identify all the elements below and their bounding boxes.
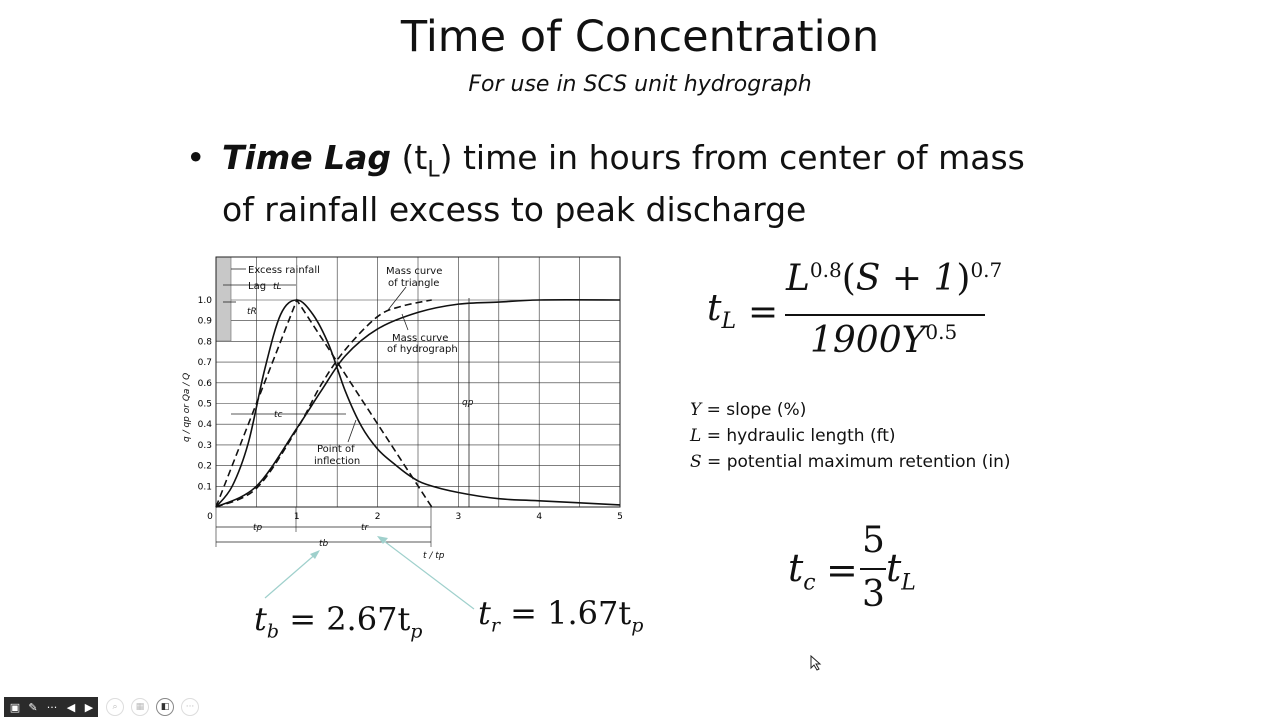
bullet-symbol-sub: L xyxy=(427,157,440,183)
zoom-icon[interactable]: ⌕ xyxy=(106,698,124,716)
tr-pointer-arrow xyxy=(380,538,474,609)
eq-tr: $t_r = 1.67t_p$ xyxy=(478,594,644,637)
definition-length: L = hydraulic length (ft) xyxy=(690,426,896,446)
camera-icon[interactable]: ◧ xyxy=(156,698,174,716)
mass-hyd-label-2: of hydrograph xyxy=(387,344,458,355)
tp-label: tp xyxy=(253,523,263,533)
y-axis-label: q / qp or Qa / Q xyxy=(182,372,192,442)
next-icon[interactable]: ▶ xyxy=(84,700,94,714)
x-axis-label: t / tp xyxy=(423,551,445,561)
hydrograph-chart xyxy=(176,252,646,572)
eq-tc-equals: = xyxy=(826,548,858,592)
eq-lag-lhs: $t_L$ xyxy=(707,288,737,335)
y-tick-label: 0.6 xyxy=(197,378,212,389)
x-tick-label: 5 xyxy=(617,512,623,522)
eq-lag-numerator: $L^{0.8}(S + 1)^{0.7}$ xyxy=(786,258,1003,299)
pen-icon[interactable]: ✎ xyxy=(28,700,38,714)
bullet-line-1: • Time Lag $(t_L)$ time in hours from center of mass xyxy=(186,138,1025,183)
excess-rainfall-bar xyxy=(216,257,231,341)
bullet-text-1: time in hours from center of mass xyxy=(452,138,1025,177)
poi-label-2: inflection xyxy=(314,456,361,467)
grid-icon[interactable]: ▦ xyxy=(131,698,149,716)
poi-pointer xyxy=(348,420,356,442)
x-tick-label: 0 xyxy=(207,512,213,522)
y-tick-label: 0.4 xyxy=(197,420,212,431)
eq-lag-denominator: $1900Y^{0.5}$ xyxy=(810,320,958,361)
chart-grid xyxy=(216,257,620,507)
eq-tc-frac-den: 3 xyxy=(862,574,885,615)
y-tick-label: 0.8 xyxy=(197,337,212,348)
tc-label: tc xyxy=(274,410,283,420)
chart-ticks xyxy=(198,296,623,522)
lag-label: Lag xyxy=(248,281,267,292)
prev-icon[interactable]: ◀ xyxy=(66,700,76,714)
more-icon[interactable]: ··· xyxy=(181,698,199,716)
y-tick-label: 0.1 xyxy=(197,482,212,493)
eq-tc-frac-num: 5 xyxy=(862,520,885,561)
eq-lag-fraction-bar xyxy=(785,314,985,316)
y-tick-label: 1.0 xyxy=(197,296,212,306)
mass-tri-label-1: Mass curve xyxy=(386,266,443,277)
y-tick-label: 0.7 xyxy=(197,358,212,369)
slide-title: Time of Concentration xyxy=(400,12,880,62)
presenter-toolbar xyxy=(4,697,200,717)
mouse-cursor-icon xyxy=(810,655,822,671)
mass-tri-pointer xyxy=(388,287,406,310)
x-tick-label: 4 xyxy=(536,512,543,522)
x-tick-label: 2 xyxy=(374,512,381,522)
tR-label: tR xyxy=(247,307,257,317)
y-tick-label: 0.2 xyxy=(197,461,212,472)
qp-label: qp xyxy=(462,398,474,408)
bullet-dot: • xyxy=(186,138,206,177)
more-icon[interactable]: ··· xyxy=(46,700,58,714)
x-tick-label: 3 xyxy=(455,512,462,522)
x-tick-label: 1 xyxy=(293,512,300,522)
poi-label-1: Point of xyxy=(317,444,355,455)
eq-lag-equals: = xyxy=(748,292,779,333)
slide-icon[interactable]: ▣ xyxy=(9,700,21,714)
eq-tc-fraction-bar xyxy=(860,568,886,570)
bullet-term: Time Lag xyxy=(222,138,391,177)
bullet-text-2: of rainfall excess to peak discharge xyxy=(222,190,807,229)
y-tick-label: 0.9 xyxy=(197,316,212,327)
eq-tb: $t_b = 2.67t_p$ xyxy=(254,600,423,643)
definition-retention: S = potential maximum retention (in) xyxy=(690,452,1011,472)
y-tick-label: 0.3 xyxy=(197,440,212,451)
eq-tc-lhs: $t_c$ xyxy=(788,546,816,596)
tb-label: tb xyxy=(319,539,329,549)
slide-subtitle: For use in SCS unit hydrograph xyxy=(468,72,812,97)
tb-pointer-arrow xyxy=(265,552,318,598)
definition-slope: Y = slope (%) xyxy=(690,400,807,420)
lag-symbol: tL xyxy=(273,282,282,292)
mass-hyd-label-1: Mass curve xyxy=(392,333,449,344)
y-tick-label: 0.5 xyxy=(197,399,212,410)
bullet-symbol: t xyxy=(414,138,428,177)
mass-tri-label-2: of triangle xyxy=(388,278,440,289)
eq-tc-rhs: $t_L$ xyxy=(886,546,916,596)
tr-label: tr xyxy=(361,523,369,533)
excess-rainfall-label: Excess rainfall xyxy=(248,265,320,276)
